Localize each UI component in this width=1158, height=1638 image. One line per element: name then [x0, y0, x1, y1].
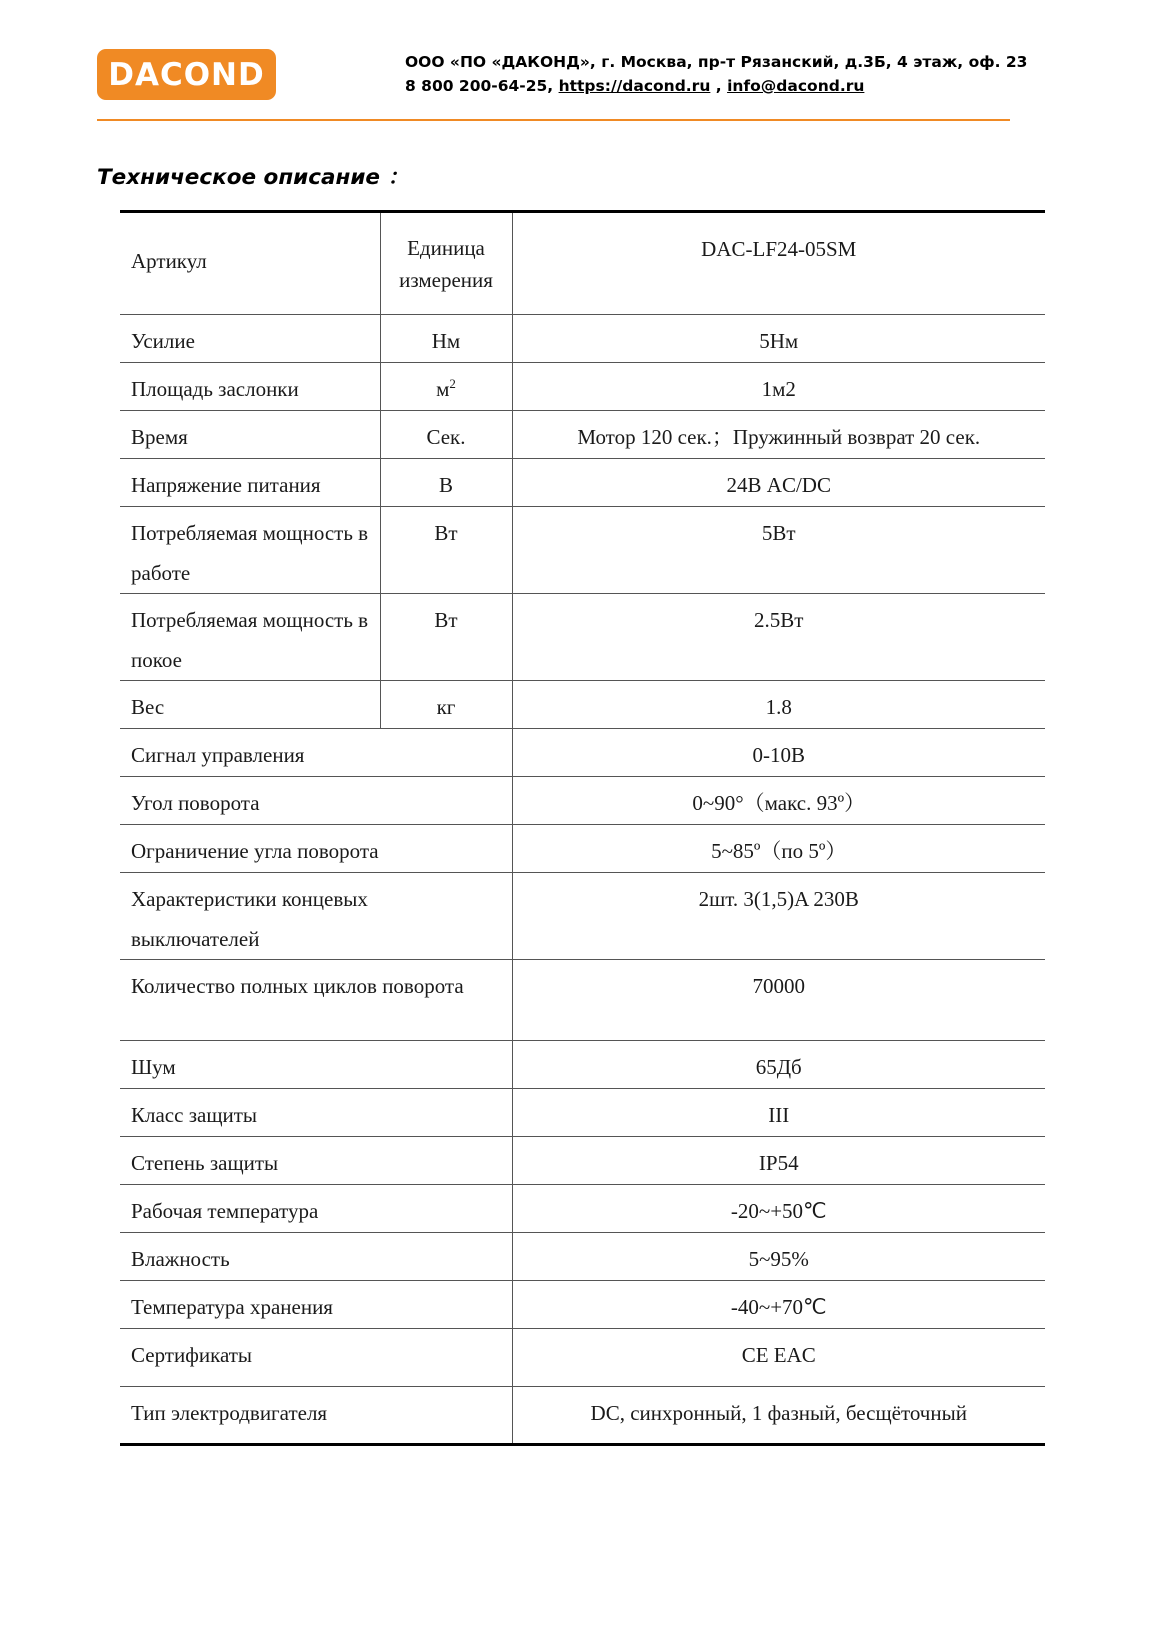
param-cell: Усилие [120, 315, 380, 363]
param-cell: Вес [120, 681, 380, 729]
table-row [120, 507, 1045, 594]
value-cell: -40~+70℃ [512, 1281, 1045, 1329]
spec-table [120, 210, 1045, 1446]
table-row [120, 1089, 1045, 1137]
table-row [120, 1185, 1045, 1233]
value-cell: 0~90°（макс. 93º） [512, 777, 1045, 825]
param-cell: Сертификаты [120, 1329, 512, 1387]
contact-separator: , [710, 77, 728, 95]
param-cell: Угол поворота [120, 777, 512, 825]
company-logo [97, 49, 276, 100]
param-cell: Влажность [120, 1233, 512, 1281]
value-cell: III [512, 1089, 1045, 1137]
unit-text: Нм [431, 329, 461, 353]
company-address: ООО «ПО «ДАКОНД», г. Москва, пр-т Рязанский, д.3Б, 4 этаж, оф. 23 [405, 53, 1028, 71]
value-cell: 24В AC/DC [512, 459, 1045, 507]
value-cell: Мотор 120 сек.；Пружинный возврат 20 сек. [512, 411, 1045, 459]
spec-table-body [120, 212, 1045, 1445]
value-cell: IP54 [512, 1137, 1045, 1185]
website-link[interactable]: https://dacond.ru [558, 77, 711, 95]
unit-text: кг [436, 695, 456, 719]
value-cell: 65Дб [512, 1041, 1045, 1089]
unit-text: В [438, 473, 453, 497]
table-row [120, 681, 1045, 729]
param-cell: Класс защиты [120, 1089, 512, 1137]
email-link[interactable]: info@dacond.ru [727, 77, 865, 95]
table-row [120, 1387, 1045, 1445]
value-cell: 2.5Вт [512, 594, 1045, 681]
header-param-cell: Артикул [120, 212, 380, 315]
value-cell: 5~95% [512, 1233, 1045, 1281]
param-cell: Потребляемая мощность в работе [120, 507, 380, 594]
unit-superscript: 2 [449, 376, 456, 391]
param-cell: Рабочая температура [120, 1185, 512, 1233]
table-row [120, 825, 1045, 873]
value-cell: 5Вт [512, 507, 1045, 594]
section-title: Техническое описание ： [97, 165, 409, 190]
table-row [120, 873, 1045, 960]
table-row [120, 1233, 1045, 1281]
param-cell: Температура хранения [120, 1281, 512, 1329]
value-cell: 70000 [512, 960, 1045, 1041]
logo-text: DACOND [108, 56, 265, 93]
value-cell: DC, синхронный, 1 фазный, бесщёточный [512, 1387, 1045, 1445]
param-cell: Количество полных циклов поворота [120, 960, 512, 1041]
unit-cell [380, 507, 512, 594]
header-model-cell: DAC-LF24-05SM [512, 212, 1045, 315]
param-cell: Потребляемая мощность в покое [120, 594, 380, 681]
unit-cell [380, 459, 512, 507]
param-cell: Тип электродвигателя [120, 1387, 512, 1445]
table-row [120, 1329, 1045, 1387]
unit-text: Вт [434, 608, 458, 632]
param-cell: Площадь заслонки [120, 363, 380, 411]
param-cell: Сигнал управления [120, 729, 512, 777]
header-divider [97, 119, 1010, 121]
table-row [120, 411, 1045, 459]
table-row [120, 777, 1045, 825]
table-row [120, 1041, 1045, 1089]
param-cell: Степень защиты [120, 1137, 512, 1185]
table-row [120, 729, 1045, 777]
value-cell: 0-10В [512, 729, 1045, 777]
table-row [120, 315, 1045, 363]
param-cell: Время [120, 411, 380, 459]
param-cell: Ограничение угла поворота [120, 825, 512, 873]
unit-cell [380, 411, 512, 459]
table-row [120, 960, 1045, 1041]
value-cell: 1м2 [512, 363, 1045, 411]
value-cell: -20~+50℃ [512, 1185, 1045, 1233]
table-row [120, 1281, 1045, 1329]
unit-cell [380, 315, 512, 363]
value-cell: 5~85º（по 5º） [512, 825, 1045, 873]
unit-cell [380, 681, 512, 729]
table-row [120, 594, 1045, 681]
value-cell: 1.8 [512, 681, 1045, 729]
table-row [120, 1137, 1045, 1185]
unit-text: Вт [434, 521, 458, 545]
table-header-row [120, 212, 1045, 315]
company-phone: 8 800 200-64-25, [405, 77, 559, 95]
table-row [120, 363, 1045, 411]
param-cell: Напряжение питания [120, 459, 380, 507]
value-cell: 2шт. 3(1,5)A 230В [512, 873, 1045, 960]
company-info [405, 50, 1027, 98]
param-cell: Характеристики концевых выключателей [120, 873, 512, 960]
unit-cell [380, 594, 512, 681]
table-row [120, 459, 1045, 507]
unit-text: Сек. [426, 425, 466, 449]
company-contacts [405, 74, 1027, 98]
unit-cell [380, 363, 512, 411]
header-unit-cell: Единица измерения [380, 212, 512, 315]
value-cell: 5Нм [512, 315, 1045, 363]
unit-text: м [436, 377, 450, 401]
value-cell: CE EAC [512, 1329, 1045, 1387]
param-cell: Шум [120, 1041, 512, 1089]
